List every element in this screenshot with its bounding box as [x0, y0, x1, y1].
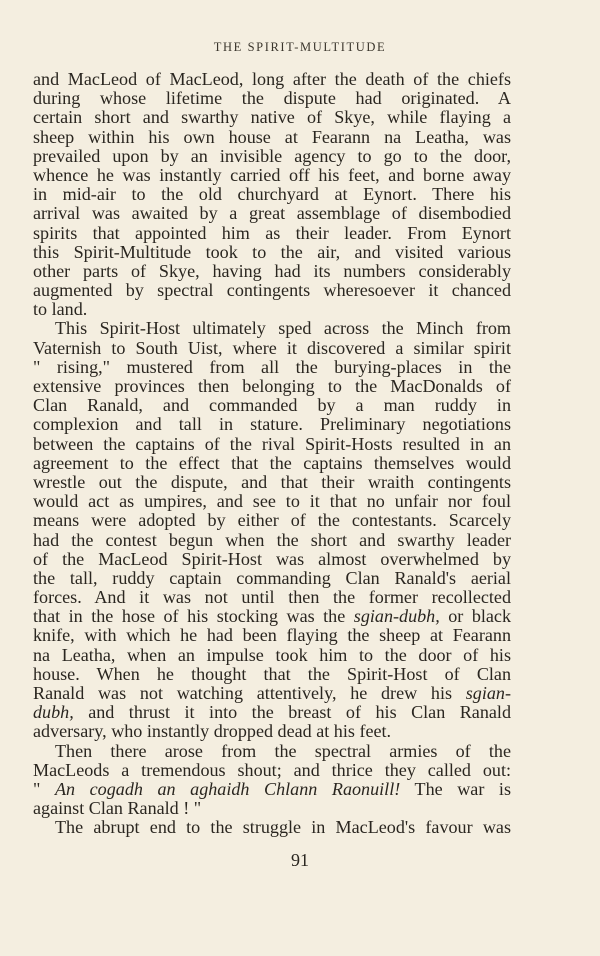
text-line: wrestle out the dispute, and that their wraith contingents — [33, 471, 511, 492]
text-line: spirits that appointed him as their leader. From Eynort — [33, 222, 511, 243]
text-line: forces. And it was not until then the former recollected — [33, 587, 511, 608]
text-line: " rising," mustered from all the burying-places in the — [33, 356, 511, 377]
text-line: MacLeods a tremendous shout; and thrice they called out: — [33, 759, 511, 780]
italic-term: sgian- — [465, 683, 511, 703]
text-line: had the contest begun when the short and swarthy leader — [33, 529, 511, 550]
text-line: between the captains of the rival Spirit-Hosts resulted in an — [33, 433, 511, 454]
text-line: whence he was instantly carried off his feet, and borne away — [33, 164, 511, 185]
text-line: in mid-air to the old churchyard at Eynort. There his — [33, 184, 511, 205]
text-line: means were adopted by either of the contestants. Scarcely — [33, 510, 511, 531]
text-line: to land. — [33, 299, 88, 320]
text-segment: " — [33, 778, 55, 799]
text-line: the tall, ruddy captain commanding Clan Ranald's aerial — [33, 567, 511, 588]
text-line: house. When he thought that the Spirit-Host of Clan — [33, 663, 511, 684]
italic-term: dubh, — [33, 702, 74, 723]
text-line: The abrupt end to the struggle in MacLeod's favour was — [55, 817, 511, 838]
text-line: against Clan Ranald ! " — [33, 798, 202, 819]
text-line: extensive provinces then belonging to the MacDonalds of — [33, 376, 511, 396]
gaelic-phrase: An cogadh an aghaidh Chlann Raonuill! — [54, 778, 401, 799]
text-line: Clan Ranald, and commanded by a man ruddy in — [33, 395, 511, 416]
text-line: Then there arose from the spectral armies of the — [55, 740, 511, 761]
text-line: sheep within his own house at Fearann na Leatha, was — [33, 126, 511, 147]
text-line — [33, 607, 511, 626]
text-segment: The war is — [400, 778, 511, 799]
text-line: complexion and tall in stature. Preliminary negotiations — [33, 414, 511, 435]
text-line: this Spirit-Multitude took to the air, and visited various — [33, 241, 511, 262]
text-line: of the MacLeod Spirit-Host was almost overwhelmed by — [33, 548, 511, 569]
text-line: arrival was awaited by a great assemblage of disembodied — [33, 203, 511, 224]
text-line: adversary, who instantly dropped dead at his feet. — [33, 721, 392, 742]
text-line — [33, 703, 511, 722]
text-line: Vaternish to South Uist, where it discovered a similar spirit — [33, 337, 511, 358]
page-number: 91 — [291, 850, 309, 870]
text-line: during whose lifetime the dispute had originated. A — [33, 88, 511, 109]
text-line: This Spirit-Host ultimately sped across the Minch from — [55, 318, 511, 339]
text-line: prevailed upon by an invisible agency to go to the door, — [33, 145, 511, 166]
text-line — [33, 684, 511, 703]
text-line: certain short and swarthy native of Skye, while flaying a — [33, 107, 511, 128]
body-text — [33, 70, 511, 838]
text-segment: Ranald was not watching attentively, he drew his — [33, 683, 466, 703]
text-line: agreement to the effect that the captains themselves would — [33, 452, 511, 473]
text-line — [33, 780, 511, 799]
text-segment: or black — [439, 606, 511, 627]
text-line: knife, with which he had been flaying the sheep at Fearann — [33, 625, 511, 646]
text-line: would act as umpires, and see to it that no unfair nor foul — [33, 491, 511, 512]
text-segment: and thrust it into the breast of his Clan Ranald — [73, 702, 511, 723]
italic-term: sgian-dubh, — [353, 606, 440, 627]
text-line: other parts of Skye, having had its numbers considerably — [33, 260, 511, 281]
text-line: and MacLeod of MacLeod, long after the death of the chiefs — [33, 69, 511, 89]
text-line: augmented by spectral contingents wheresoever it chanced — [33, 280, 511, 301]
text-segment: that in the hose of his stocking was the — [33, 606, 354, 627]
text-line: na Leatha, when an impulse took him to the door of his — [33, 644, 511, 665]
running-head: THE SPIRIT-MULTITUDE — [213, 40, 387, 54]
